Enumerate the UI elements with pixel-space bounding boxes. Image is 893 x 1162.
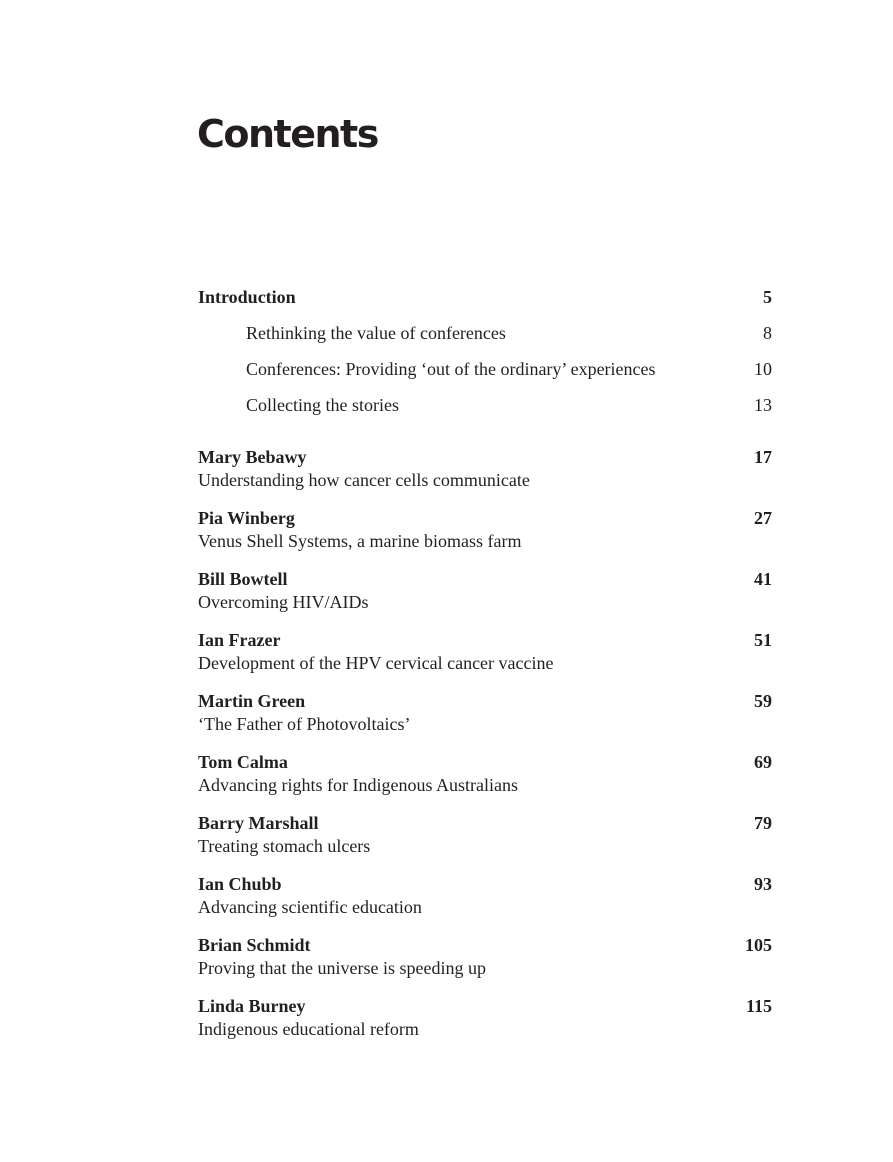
toc-introduction	[198, 286, 772, 416]
toc-subentry[interactable]	[198, 358, 772, 380]
entry-description: Advancing scientific education	[198, 897, 422, 917]
toc-entry[interactable]	[198, 286, 772, 308]
toc-entry[interactable]	[198, 507, 772, 568]
entry-description: Development of the HPV cervical cancer vaccine	[198, 653, 554, 673]
entry-page: 115	[745, 996, 772, 1016]
entry-description: Proving that the universe is speeding up	[198, 958, 486, 978]
toc-entry[interactable]	[198, 568, 772, 629]
entry-title: Conferences: Providing ‘out of the ordinary’ experiences	[246, 359, 656, 379]
entry-author: Pia Winberg	[198, 508, 295, 528]
entry-description: Indigenous educational reform	[198, 1019, 419, 1039]
toc-subentry[interactable]	[198, 322, 772, 344]
entry-description: ‘The Father of Photovoltaics’	[198, 714, 411, 734]
toc-entry[interactable]	[198, 995, 772, 1056]
toc-entry[interactable]	[198, 934, 772, 995]
entry-author: Martin Green	[198, 691, 306, 711]
toc-entry[interactable]	[198, 629, 772, 690]
entry-page: 69	[754, 752, 772, 772]
entry-page: 10	[754, 359, 772, 379]
entry-author: Brian Schmidt	[198, 935, 311, 955]
entry-description: Understanding how cancer cells communicate	[198, 470, 530, 490]
entry-description: Venus Shell Systems, a marine biomass farm	[198, 531, 522, 551]
toc-entries	[198, 446, 772, 1056]
entry-title: Rethinking the value of conferences	[246, 323, 506, 343]
entry-title: Collecting the stories	[246, 395, 399, 415]
entry-page: 59	[754, 691, 772, 711]
toc-subentry[interactable]	[198, 394, 772, 416]
entry-page: 105	[745, 935, 772, 955]
entry-page: 13	[754, 395, 772, 415]
toc-entry[interactable]	[198, 812, 772, 873]
page-title: Contents	[197, 112, 378, 156]
entry-page: 8	[763, 323, 772, 343]
entry-description: Treating stomach ulcers	[198, 836, 371, 856]
toc-entry[interactable]	[198, 446, 772, 507]
entry-author: Tom Calma	[198, 752, 288, 772]
entry-description: Advancing rights for Indigenous Australians	[198, 775, 518, 795]
entry-page: 5	[763, 287, 772, 307]
entry-page: 27	[754, 508, 772, 528]
entry-page: 79	[754, 813, 772, 833]
toc-entry[interactable]	[198, 690, 772, 751]
entry-author: Barry Marshall	[198, 813, 319, 833]
entry-title: Introduction	[198, 287, 296, 307]
entry-author: Mary Bebawy	[198, 447, 307, 467]
toc-entry[interactable]	[198, 751, 772, 812]
entry-author: Bill Bowtell	[198, 569, 288, 589]
entry-author: Ian Frazer	[198, 630, 281, 650]
entry-author: Ian Chubb	[198, 874, 282, 894]
entry-page: 51	[754, 630, 772, 650]
toc-entry[interactable]	[198, 873, 772, 934]
entry-page: 41	[754, 569, 772, 589]
entry-description: Overcoming HIV/AIDs	[198, 592, 369, 612]
entry-page: 93	[754, 874, 772, 894]
entry-page: 17	[754, 447, 772, 467]
table-of-contents	[198, 286, 772, 1056]
entry-author: Linda Burney	[198, 996, 306, 1016]
